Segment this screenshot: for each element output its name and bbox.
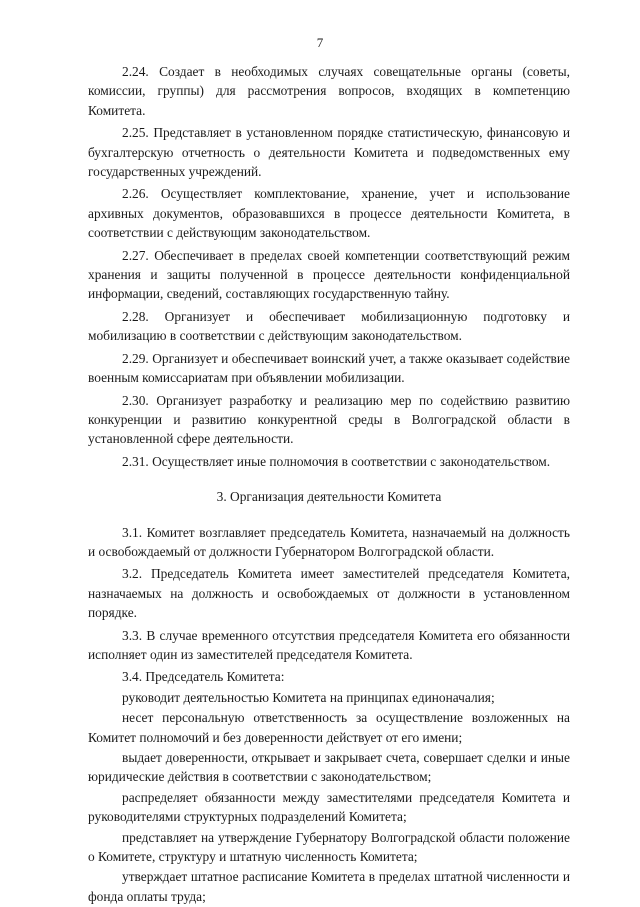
paragraph-2-27: 2.27. Обеспечивает в пределах своей компетенции соответствующий режим хранения и защиты полученной в процессе деятельности конфиденциальной информации, сведений, составляющих государственную тайну. (88, 247, 570, 302)
duty-item: распределяет обязанности между заместителями председателя Комитета и руководителями структурных подразделений Комитета; (88, 789, 570, 825)
paragraph-3-3: 3.3. В случае временного отсутствия председателя Комитета его обязанности исполняет один из заместителей председателя Комитета. (88, 627, 570, 662)
duty-item: утверждает штатное расписание Комитета в пределах штатной численности и фонда оплаты труда; (88, 869, 570, 904)
paragraph-2-29: 2.29. Организует и обеспечивает воинский учет, а также оказывает содействие военным комиссариатам при объявлении мобилизации. (88, 350, 570, 386)
paragraph-2-28: 2.28. Организует и обеспечивает мобилизационную подготовку и мобилизацию в соответствии с действующим законодательством. (88, 308, 570, 344)
duty-item: выдает доверенности, открывает и закрывает счета, совершает сделки и иные юридические действия в соответствии с законодательством; (88, 750, 570, 785)
paragraph-2-30: 2.30. Организует разработку и реализацию мер по содействию развитию конкуренции и развитию конкурентной среды в Волгоградской области в установленной сфере деятельности. (88, 392, 570, 447)
paragraph-2-31: 2.31. Осуществляет иные полномочия в соответствии с законодательством. (122, 453, 551, 469)
duty-item: руководит деятельностью Комитета на принципах единоначалия; (122, 689, 495, 705)
document-body (88, 62, 570, 907)
paragraph-2-25: 2.25. Представляет в установленном порядке статистическую, финансовую и бухгалтерскую отчетность о деятельности Комитета и подведомственных ему государственных учреждений. (88, 125, 570, 180)
duty-item: представляет на утверждение Губернатору Волгоградской области положение о Комитете, структуру и штатную численность Комитета; (88, 829, 570, 865)
paragraph-3-1: 3.1. Комитет возглавляет председатель Комитета, назначаемый на должность и освобождаемый от должности Губернатором Волгоградской области. (88, 524, 570, 559)
paragraph-2-26: 2.26. Осуществляет комплектование, хранение, учет и использование архивных документов, образовавшихся в процессе деятельности Комитета, в соответствии с действующим законодательством. (88, 186, 570, 241)
page-number: 7 (316, 35, 324, 50)
section-heading: 3. Организация деятельности Комитета (216, 489, 442, 505)
paragraph-3-4: 3.4. Председатель Комитета: (122, 669, 285, 685)
duty-item: несет персональную ответственность за осуществление возложенных на Комитет полномочий и без доверенности действует от его имени; (88, 710, 570, 745)
paragraph-2-24: 2.24. Создает в необходимых случаях совещательные органы (советы, комиссии, группы) для рассмотрения вопросов, входящих в компетенцию Комитета. (88, 64, 570, 118)
paragraph-3-2: 3.2. Председатель Комитета имеет заместителей председателя Комитета, назначаемых на должность и освобождаемых от должности в установленном порядке. (88, 566, 570, 621)
